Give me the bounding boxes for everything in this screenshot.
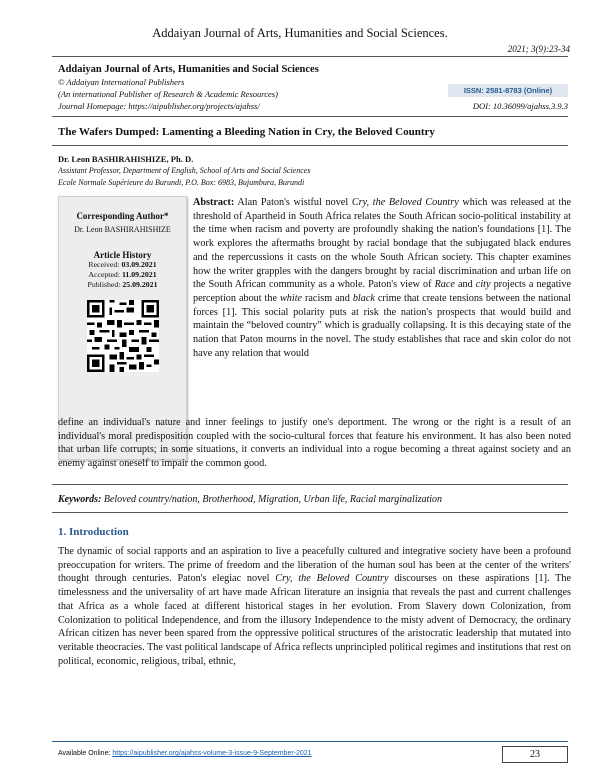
abstract-label: Abstract: — [193, 197, 235, 208]
author-name: Dr. Leon BASHIRAHISHIZE, Ph. D. — [58, 154, 194, 164]
abstract-text-2: which was released at the threshold of Apartheid in South Africa relates the South African socio-political instability at the time when racism and poverty are profoundly shaking the nation's foundations [1]. The work explores the aftermaths brought by racial bondage that the subjugated black endures and the repercussions it casts on the whole South African society. This chapter examines how the writer grapples with the dangers brought by racial discrimination and urban life on the South African community as a whole. Paton's view of — [193, 197, 571, 291]
footer-availability — [58, 750, 312, 757]
qr-code-icon[interactable] — [87, 300, 159, 372]
abstract-italic-city: city — [475, 279, 491, 291]
issn-badge: ISSN: 2581-8783 (Online) — [448, 84, 568, 97]
published-date — [59, 280, 186, 290]
published-value: 25.09.2021 — [122, 280, 158, 289]
footer-url-link[interactable]: https://aipublisher.org/ajahss-volume-3-issue-9-September-2021 — [112, 750, 312, 757]
abstract-text-5: racism and — [302, 292, 353, 304]
published-label: Published: — [87, 280, 123, 289]
title-divider-top — [52, 116, 568, 117]
accepted-label: Accepted: — [88, 270, 122, 279]
intro-italic-title: Cry, the Beloved Country — [275, 573, 389, 585]
footer-label: Available Online: — [58, 750, 113, 757]
abstract-text-3: and — [454, 279, 476, 291]
abstract-text-6: crime that create tensions between the national forces [1]. This social polarity puts at risk the nation's prospects that would build and maintain the “beloved country” which is gradually collapsing. It is this decaying state of the nation that Paton mourns in the novel. The study establishes that race and skin color do not have any relation that would — [193, 292, 571, 359]
received-date — [59, 260, 186, 270]
introduction-heading: 1. Introduction — [58, 526, 129, 538]
abstract-italic-black: black — [352, 292, 375, 304]
running-head: Addaiyan Journal of Arts, Humanities and Social Sciences. — [152, 26, 448, 40]
abstract-italic-race: Race — [434, 279, 455, 291]
accepted-value: 11.09.2021 — [121, 270, 157, 279]
introduction-paragraph — [58, 545, 571, 668]
footer-divider — [52, 741, 568, 742]
corresponding-author-name: Dr. Leon BASHIRAHISHIZE — [74, 225, 171, 234]
abstract-italic-title: Cry, the Beloved Country — [351, 197, 459, 208]
abstract-italic-white: white — [279, 292, 303, 304]
author-address: Ecole Normale Supérieure du Burundi, P.O. Box: 6983, Bujumbura, Burundi — [58, 178, 305, 187]
title-divider-bottom — [52, 145, 568, 146]
corresponding-author-heading: Corresponding Author* — [76, 211, 169, 221]
article-title: The Wafers Dumped: Lamenting a Bleeding Nation in Cry, the Beloved Country — [58, 126, 435, 138]
journal-publisher: (An international Publisher of Research & Academic Resources) — [58, 89, 278, 99]
author-position: Assistant Professor, Department of English, School of Arts and Social Sciences — [58, 166, 311, 175]
abstract-text-4: projects a negative perception about the — [193, 279, 571, 304]
abstract-paragraph — [193, 196, 571, 360]
intro-text-2: discourses on these aspirations [1]. The timelessness and the universality of art have made African literature an insignia that reveals the past and current challenges that Africa as a whole faced at different historical stages in her evolution. From Slavery down Colonization, from Colonization to political Independence, and from the illusory Independence to the misty advent of Democracy, the ordinary African citizen has never been spared from the oppressive political structures of the aristocratic leadership that mutated into veritable theocracies. The vast political landscape of Africa reflects unprincipled political regimes and institutions that rest on political, economic, religious, tribal, ethnic, — [58, 573, 571, 667]
abstract-continuation: define an individual's nature and inner feelings to justify one's deportment. The wrong or the right is a result of an individual's moral predisposition coupled with the socio-cultural forces that feature his environment. It has also been noted that urban life corrupts; in some situations, it converts an individual into a rogue becoming a threat against society and an enemy against oneself to impair the common good. — [58, 417, 571, 470]
header-divider — [52, 56, 568, 57]
journal-homepage[interactable]: Journal Homepage: https://aipublisher.org/projects/ajahss/ — [58, 101, 260, 111]
keywords-divider-top — [52, 484, 568, 485]
abstract-text-1: Alan Paton's wistful novel — [234, 197, 352, 208]
journal-copyright: © Addaiyan International Publishers — [58, 77, 185, 87]
accepted-date — [59, 270, 186, 280]
keywords-divider-bottom — [52, 512, 568, 513]
received-value: 03.09.2021 — [121, 260, 157, 269]
keywords-text: Beloved country/nation, Brotherhood, Migration, Urban life, Racial marginalization — [101, 494, 443, 505]
received-label: Received: — [88, 260, 122, 269]
intro-text-1: The dynamic of social rapports and an aspiration to live a peacefully cultured and integrative society have been a profound preoccupation for writers. The prime of freedom and the liberation of the human soul has been at the center of the writers' thought through centuries. Paton's elegiac novel — [58, 546, 571, 585]
keywords-line — [58, 494, 570, 505]
journal-title: Addaiyan Journal of Arts, Humanities and Social Sciences — [58, 64, 319, 75]
keywords-label: Keywords: — [58, 494, 102, 505]
volume-info: 2021; 3(9):23-34 — [507, 44, 570, 54]
article-history-heading: Article History — [93, 250, 152, 260]
page-number: 23 — [502, 746, 568, 763]
doi-link[interactable]: DOI: 10.36099/ajahss.3.9.3 — [472, 101, 568, 111]
